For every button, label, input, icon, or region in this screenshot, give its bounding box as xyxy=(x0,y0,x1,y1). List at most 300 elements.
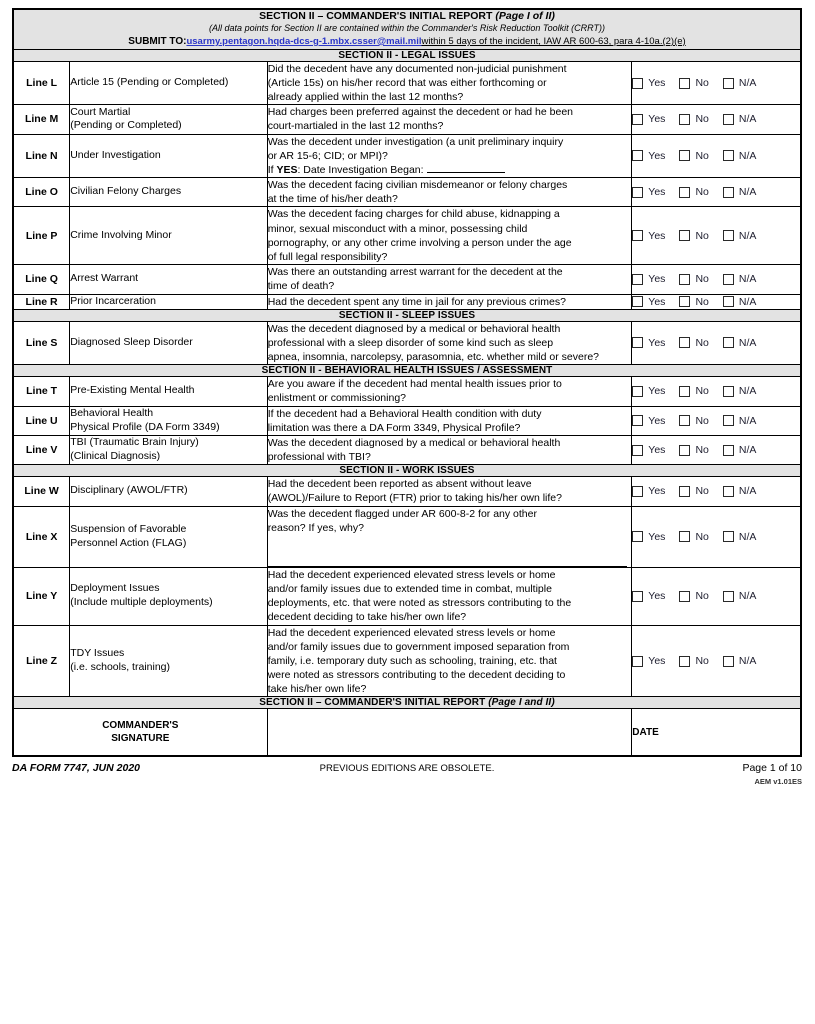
checkbox-label-no: No xyxy=(695,229,709,242)
yes-no-na-group xyxy=(632,590,800,602)
checkbox-box-na[interactable] xyxy=(723,150,734,161)
topic-cell xyxy=(70,435,267,464)
checkbox-na[interactable] xyxy=(723,273,757,285)
checkbox-box-yes[interactable] xyxy=(632,114,643,125)
checkbox-label-na: N/A xyxy=(738,229,757,242)
line-label-cell: Line X xyxy=(13,506,70,567)
signature-section-bar xyxy=(13,697,801,709)
question-cell xyxy=(267,506,632,567)
checkbox-label-no: No xyxy=(695,186,709,199)
yes-no-na-group xyxy=(632,415,800,427)
question-line: (AWOL)/Failure to Report (FTR) prior to taking his/her own life? xyxy=(267,492,562,505)
checkbox-box-no[interactable] xyxy=(679,150,690,161)
question-line: Was the decedent flagged under AR 600-8-2 for any other xyxy=(267,507,537,520)
signature-label-line2: SIGNATURE xyxy=(111,733,170,745)
checkbox-na[interactable] xyxy=(723,230,757,242)
question-line: apnea, insomnia, narcolepsy, parasomnia, etc. whether mild or severe? xyxy=(267,351,599,364)
checkbox-no[interactable] xyxy=(679,296,708,308)
question-cell xyxy=(267,406,632,435)
checkbox-box-na[interactable] xyxy=(723,78,734,89)
question-line: Had the decedent spent any time in jail for any previous crimes? xyxy=(267,295,566,308)
checkbox-box-no[interactable] xyxy=(679,531,690,542)
checkbox-no[interactable] xyxy=(679,337,708,349)
checkbox-box-na[interactable] xyxy=(723,656,734,667)
line-label-cell: Line Q xyxy=(13,265,70,294)
section-bar-row xyxy=(13,49,801,61)
question-line: and/or family issues due to extended time in combat, multiple xyxy=(267,583,552,596)
checkbox-box-no[interactable] xyxy=(679,445,690,456)
checkbox-label-no: No xyxy=(695,385,709,398)
table-row xyxy=(13,567,801,625)
checkbox-yes[interactable] xyxy=(632,385,665,397)
form-subtitle: (All data points for Section II are contained within the Commander's Risk Reduction Toolkit (CRRT)) xyxy=(209,23,605,34)
checkbox-no[interactable] xyxy=(679,485,708,497)
question-line: Was there an outstanding arrest warrant for the decedent at the xyxy=(267,266,563,279)
checkbox-box-na[interactable] xyxy=(723,386,734,397)
question-cell xyxy=(267,134,632,178)
checkbox-box-na[interactable] xyxy=(723,486,734,497)
table-row xyxy=(13,506,801,567)
checkbox-label-na: N/A xyxy=(738,77,757,89)
checkbox-label-no: No xyxy=(695,77,709,89)
checkbox-yes[interactable] xyxy=(632,337,665,349)
checkbox-no[interactable] xyxy=(679,113,708,125)
yes-no-na-group xyxy=(632,337,800,349)
section-bar-row xyxy=(13,309,801,321)
checkbox-label-yes: Yes xyxy=(648,273,666,286)
checkbox-label-no: No xyxy=(695,273,709,286)
form-title-main: SECTION II – COMMANDER'S INITIAL REPORT xyxy=(259,10,493,22)
topic-cell xyxy=(70,105,267,134)
question-cell xyxy=(267,178,632,207)
checkbox-yes[interactable] xyxy=(632,531,665,543)
checkbox-yes[interactable] xyxy=(632,655,665,667)
question-line: were noted as stressors contributing to the decedent deciding to xyxy=(267,669,566,682)
checkbox-box-yes[interactable] xyxy=(632,187,643,198)
checkbox-label-na: N/A xyxy=(738,113,757,126)
question-cell xyxy=(267,435,632,464)
checkbox-box-yes[interactable] xyxy=(632,445,643,456)
date-cell[interactable] xyxy=(632,709,801,757)
yes-no-na-group xyxy=(632,113,800,125)
table-row xyxy=(13,477,801,506)
line-label-cell: Line M xyxy=(13,105,70,134)
topic-cell xyxy=(70,625,267,697)
checkbox-yes[interactable] xyxy=(632,444,665,456)
question-line: (Article 15s) on his/her record that was either forthcoming or xyxy=(267,76,547,89)
section-bar: SECTION II - LEGAL ISSUES xyxy=(13,49,801,61)
checkbox-na[interactable] xyxy=(723,186,757,198)
checkbox-box-yes[interactable] xyxy=(632,656,643,667)
checkbox-label-yes: Yes xyxy=(648,590,666,603)
topic-line: Prior Incarceration xyxy=(70,294,156,307)
checkbox-yes[interactable] xyxy=(632,485,665,497)
question-line: time of death? xyxy=(267,280,335,293)
question-line: family, i.e. temporary duty such as schooling, training, etc. that xyxy=(267,654,557,667)
checkbox-box-na[interactable] xyxy=(723,415,734,426)
checkbox-no[interactable] xyxy=(679,230,708,242)
checkbox-box-no[interactable] xyxy=(679,274,690,285)
table-row xyxy=(13,435,801,464)
question-cell xyxy=(267,294,632,309)
page-footer xyxy=(12,762,802,802)
question-cell xyxy=(267,265,632,294)
topic-line: Article 15 (Pending or Completed) xyxy=(70,76,229,89)
yes-no-na-group xyxy=(632,186,800,198)
question-line: professional with a sleep disorder of some kind such as sleep xyxy=(267,336,554,349)
checkbox-label-no: No xyxy=(695,590,709,603)
checkbox-label-na: N/A xyxy=(738,530,757,543)
checkbox-label-yes: Yes xyxy=(648,444,666,457)
checkbox-label-na: N/A xyxy=(738,485,757,498)
checkbox-label-no: No xyxy=(695,414,709,427)
answer-cell xyxy=(632,207,801,265)
checkbox-label-yes: Yes xyxy=(648,229,666,242)
form-title-block xyxy=(13,9,801,49)
topic-line: Pre-Existing Mental Health xyxy=(70,384,195,397)
question-line: or AR 15-6; CID; or MPI)? xyxy=(267,149,388,162)
checkbox-label-no: No xyxy=(695,149,709,162)
checkbox-box-na[interactable] xyxy=(723,337,734,348)
checkbox-yes[interactable] xyxy=(632,273,665,285)
form-title xyxy=(14,10,800,23)
checkbox-box-no[interactable] xyxy=(679,114,690,125)
question-line: Had the decedent been reported as absent without leave xyxy=(267,478,532,491)
checkbox-yes[interactable] xyxy=(632,150,665,162)
commander-initial-report-table xyxy=(12,8,802,757)
checkbox-label-yes: Yes xyxy=(648,336,666,349)
checkbox-na[interactable] xyxy=(723,590,757,602)
submit-instruction xyxy=(14,36,800,49)
checkbox-box-yes[interactable] xyxy=(632,78,643,89)
answer-cell xyxy=(632,567,801,625)
topic-line: (Include multiple deployments) xyxy=(70,596,213,609)
commander-signature-input[interactable] xyxy=(267,709,632,757)
line-label-cell: Line S xyxy=(13,321,70,365)
date-label: DATE xyxy=(632,726,659,738)
form-version: AEM v1.01ES xyxy=(754,777,802,787)
yes-no-na-group xyxy=(632,531,800,543)
submit-label: SUBMIT TO: xyxy=(128,35,187,47)
topic-cell xyxy=(70,265,267,294)
checkbox-box-no[interactable] xyxy=(679,187,690,198)
question-cell xyxy=(267,377,632,406)
topic-line: Suspension of Favorable xyxy=(70,522,187,535)
submit-email-link[interactable]: usarmy.pentagon.hqda-dcs-g-1.mbx.csser@mail.mil xyxy=(186,35,422,47)
checkbox-box-yes[interactable] xyxy=(632,337,643,348)
answer-cell xyxy=(632,377,801,406)
checkbox-na[interactable] xyxy=(723,485,757,497)
checkbox-box-yes[interactable] xyxy=(632,296,643,307)
question-line: and/or family issues due to government imposed separation from xyxy=(267,640,570,653)
section-bar: SECTION II - BEHAVIORAL HEALTH ISSUES / ASSESSMENT xyxy=(13,365,801,377)
table-row xyxy=(13,265,801,294)
conditional-suffix: : Date Investigation Began: xyxy=(297,163,424,176)
checkbox-box-na[interactable] xyxy=(723,591,734,602)
line-label-cell: Line O xyxy=(13,178,70,207)
section-bar-row xyxy=(13,365,801,377)
checkbox-label-yes: Yes xyxy=(648,149,666,162)
yes-no-na-group xyxy=(632,485,800,497)
checkbox-yes[interactable] xyxy=(632,186,665,198)
line-label-cell: Line U xyxy=(13,406,70,435)
table-row xyxy=(13,178,801,207)
answer-cell xyxy=(632,321,801,365)
checkbox-box-na[interactable] xyxy=(723,531,734,542)
title-row xyxy=(13,9,801,49)
submit-tail-text: within 5 days of the incident, IAW AR 600-63, para 4-10a.(2)(e) xyxy=(421,35,686,47)
question-line: at the time of his/her death? xyxy=(267,193,398,206)
checkbox-no[interactable] xyxy=(679,273,708,285)
conditional-keyword: YES xyxy=(276,163,298,176)
checkbox-label-yes: Yes xyxy=(648,655,666,668)
yes-no-na-group xyxy=(632,150,800,162)
checkbox-box-na[interactable] xyxy=(723,274,734,285)
checkbox-na[interactable] xyxy=(723,655,757,667)
line-label-cell: Line V xyxy=(13,435,70,464)
question-cell xyxy=(267,321,632,365)
answer-cell xyxy=(632,134,801,178)
question-line: already applied within the last 12 months? xyxy=(267,91,464,104)
checkbox-na[interactable] xyxy=(723,385,757,397)
topic-cell xyxy=(70,134,267,178)
topic-cell xyxy=(70,178,267,207)
checkbox-yes[interactable] xyxy=(632,113,665,125)
yes-no-na-group xyxy=(632,444,800,456)
topic-cell xyxy=(70,377,267,406)
checkbox-label-na: N/A xyxy=(738,295,757,308)
form-title-page-note: (Page I of II) xyxy=(495,10,555,22)
topic-line: Arrest Warrant xyxy=(70,272,139,285)
checkbox-box-yes[interactable] xyxy=(632,230,643,241)
answer-cell xyxy=(632,265,801,294)
line-label-cell: Line W xyxy=(13,477,70,506)
question-line: Had charges been preferred against the decedent or had he been xyxy=(267,106,573,119)
topic-cell xyxy=(70,406,267,435)
table-row xyxy=(13,625,801,697)
checkbox-label-na: N/A xyxy=(738,336,757,349)
checkbox-no[interactable] xyxy=(679,150,708,162)
checkbox-box-no[interactable] xyxy=(679,337,690,348)
topic-cell xyxy=(70,207,267,265)
topic-cell xyxy=(70,477,267,506)
topic-line: Behavioral Health xyxy=(70,406,154,419)
checkbox-na[interactable] xyxy=(723,337,757,349)
checkbox-label-na: N/A xyxy=(738,590,757,603)
question-cell xyxy=(267,61,632,105)
checkbox-box-yes[interactable] xyxy=(632,386,643,397)
yes-no-na-group xyxy=(632,296,800,308)
checkbox-yes[interactable] xyxy=(632,415,665,427)
checkbox-box-yes[interactable] xyxy=(632,415,643,426)
checkbox-label-yes: Yes xyxy=(648,113,666,126)
section-bar: SECTION II - SLEEP ISSUES xyxy=(13,309,801,321)
checkbox-yes[interactable] xyxy=(632,77,665,89)
answer-cell xyxy=(632,506,801,567)
previous-editions-note: PREVIOUS EDITIONS ARE OBSOLETE. xyxy=(319,763,495,775)
yes-no-na-group xyxy=(632,273,800,285)
checkbox-label-no: No xyxy=(695,295,709,308)
question-line: If the decedent had a Behavioral Health condition with duty xyxy=(267,407,542,420)
topic-line: Deployment Issues xyxy=(70,582,160,595)
date-investigation-began-input[interactable] xyxy=(427,163,505,173)
topic-line: TDY Issues xyxy=(70,647,125,660)
checkbox-no[interactable] xyxy=(679,415,708,427)
checkbox-na[interactable] xyxy=(723,113,757,125)
checkbox-box-no[interactable] xyxy=(679,78,690,89)
topic-cell xyxy=(70,321,267,365)
question-line: Was the decedent under investigation (a unit preliminary inquiry xyxy=(267,135,564,148)
checkbox-no[interactable] xyxy=(679,77,708,89)
checkbox-no[interactable] xyxy=(679,655,708,667)
table-row xyxy=(13,377,801,406)
checkbox-box-na[interactable] xyxy=(723,187,734,198)
question-line: Was the decedent diagnosed by a medical or behavioral health xyxy=(267,436,561,449)
topic-line: (Clinical Diagnosis) xyxy=(70,450,161,463)
checkbox-label-no: No xyxy=(695,113,709,126)
checkbox-box-no[interactable] xyxy=(679,230,690,241)
yes-no-na-group xyxy=(632,655,800,667)
question-line: pornography, or any other crime involving a person under the age xyxy=(267,236,572,249)
checkbox-box-yes[interactable] xyxy=(632,486,643,497)
table-row xyxy=(13,105,801,134)
question-cell xyxy=(267,625,632,697)
question-line: Was the decedent facing civilian misdemeanor or felony charges xyxy=(267,179,568,192)
checkbox-box-no[interactable] xyxy=(679,656,690,667)
signature-bar-main: SECTION II – COMMANDER'S INITIAL REPORT xyxy=(259,697,486,709)
topic-line: Crime Involving Minor xyxy=(70,228,172,241)
topic-cell xyxy=(70,567,267,625)
checkbox-box-na[interactable] xyxy=(723,296,734,307)
question-line: Are you aware if the decedent had mental health issues prior to xyxy=(267,378,562,391)
topic-line: Disciplinary (AWOL/FTR) xyxy=(70,484,188,497)
topic-line: (i.e. schools, training) xyxy=(70,661,170,674)
checkbox-box-yes[interactable] xyxy=(632,150,643,161)
checkbox-yes[interactable] xyxy=(632,590,665,602)
question-line: Did the decedent have any documented non-judicial punishment xyxy=(267,62,567,75)
topic-line: Court Martial xyxy=(70,105,131,118)
question-line: professional with TBI? xyxy=(267,451,371,464)
topic-line: Personnel Action (FLAG) xyxy=(70,536,187,549)
question-line: court-martialed in the last 12 months? xyxy=(267,120,444,133)
checkbox-label-yes: Yes xyxy=(648,530,666,543)
question-cell xyxy=(267,207,632,265)
question-line: Was the decedent facing charges for child abuse, kidnapping a xyxy=(267,208,560,221)
yes-no-na-group xyxy=(632,230,800,242)
answer-cell xyxy=(632,477,801,506)
signature-bar-note: (Page I and II) xyxy=(488,697,555,709)
checkbox-label-no: No xyxy=(695,444,709,457)
checkbox-yes[interactable] xyxy=(632,230,665,242)
table-row xyxy=(13,61,801,105)
answer-cell xyxy=(632,105,801,134)
checkbox-box-na[interactable] xyxy=(723,445,734,456)
checkbox-label-yes: Yes xyxy=(648,385,666,398)
table-row xyxy=(13,321,801,365)
checkbox-label-na: N/A xyxy=(738,385,757,398)
checkbox-yes[interactable] xyxy=(632,296,665,308)
table-row xyxy=(13,406,801,435)
line-label-cell: Line R xyxy=(13,294,70,309)
question-line: reason? If yes, why? xyxy=(267,521,364,534)
form-identifier: DA FORM 7747, JUN 2020 xyxy=(12,762,140,775)
line-label-cell: Line Z xyxy=(13,625,70,697)
question-line: minor, sexual misconduct with a minor, possessing child xyxy=(267,222,528,235)
checkbox-label-yes: Yes xyxy=(648,485,666,498)
question-line: Was the decedent diagnosed by a medical or behavioral health xyxy=(267,322,561,335)
checkbox-label-no: No xyxy=(695,336,709,349)
checkbox-label-na: N/A xyxy=(738,149,757,162)
topic-line: Civilian Felony Charges xyxy=(70,185,182,198)
answer-cell xyxy=(632,625,801,697)
checkbox-no[interactable] xyxy=(679,186,708,198)
question-cell xyxy=(267,105,632,134)
question-line: Had the decedent experienced elevated stress levels or home xyxy=(267,568,556,581)
question-conditional-line xyxy=(268,163,632,177)
checkbox-box-no[interactable] xyxy=(679,486,690,497)
checkbox-na[interactable] xyxy=(723,150,757,162)
answer-cell xyxy=(632,178,801,207)
checkbox-na[interactable] xyxy=(723,444,757,456)
checkbox-no[interactable] xyxy=(679,444,708,456)
checkbox-box-no[interactable] xyxy=(679,386,690,397)
checkbox-box-na[interactable] xyxy=(723,230,734,241)
checkbox-na[interactable] xyxy=(723,531,757,543)
checkbox-no[interactable] xyxy=(679,531,708,543)
answer-cell xyxy=(632,61,801,105)
checkbox-label-na: N/A xyxy=(738,186,757,199)
yes-no-na-group xyxy=(632,385,800,397)
checkbox-label-no: No xyxy=(695,530,709,543)
checkbox-box-no[interactable] xyxy=(679,591,690,602)
checkbox-label-yes: Yes xyxy=(648,77,666,89)
section-bar: SECTION II - WORK ISSUES xyxy=(13,465,801,477)
conditional-prefix: If xyxy=(267,163,277,176)
checkbox-box-no[interactable] xyxy=(679,296,690,307)
topic-cell xyxy=(70,294,267,309)
page-number: Page 1 of 10 xyxy=(742,762,802,775)
table-row xyxy=(13,294,801,309)
line-label-cell: Line P xyxy=(13,207,70,265)
answer-cell xyxy=(632,406,801,435)
section-bar-row xyxy=(13,465,801,477)
line-label-cell: Line N xyxy=(13,134,70,178)
topic-cell xyxy=(70,506,267,567)
checkbox-no[interactable] xyxy=(679,385,708,397)
answer-cell xyxy=(632,294,801,309)
topic-line: Under Investigation xyxy=(70,148,161,161)
checkbox-label-yes: Yes xyxy=(648,414,666,427)
checkbox-box-yes[interactable] xyxy=(632,531,643,542)
checkbox-label-no: No xyxy=(695,485,709,498)
checkbox-na[interactable] xyxy=(723,296,757,308)
question-line: enlistment or commissioning? xyxy=(267,392,406,405)
checkbox-box-na[interactable] xyxy=(723,114,734,125)
checkbox-label-no: No xyxy=(695,655,709,668)
checkbox-box-no[interactable] xyxy=(679,415,690,426)
question-line: limitation was there a DA Form 3349, Physical Profile? xyxy=(267,421,521,434)
signature-bar-row xyxy=(13,697,801,709)
checkbox-box-yes[interactable] xyxy=(632,274,643,285)
checkbox-na[interactable] xyxy=(723,77,757,89)
checkbox-box-yes[interactable] xyxy=(632,591,643,602)
signature-row xyxy=(13,709,801,757)
topic-line: TBI (Traumatic Brain Injury) xyxy=(70,436,199,449)
checkbox-no[interactable] xyxy=(679,590,708,602)
checkbox-na[interactable] xyxy=(723,415,757,427)
line-label-cell: Line L xyxy=(13,61,70,105)
answer-cell xyxy=(632,435,801,464)
